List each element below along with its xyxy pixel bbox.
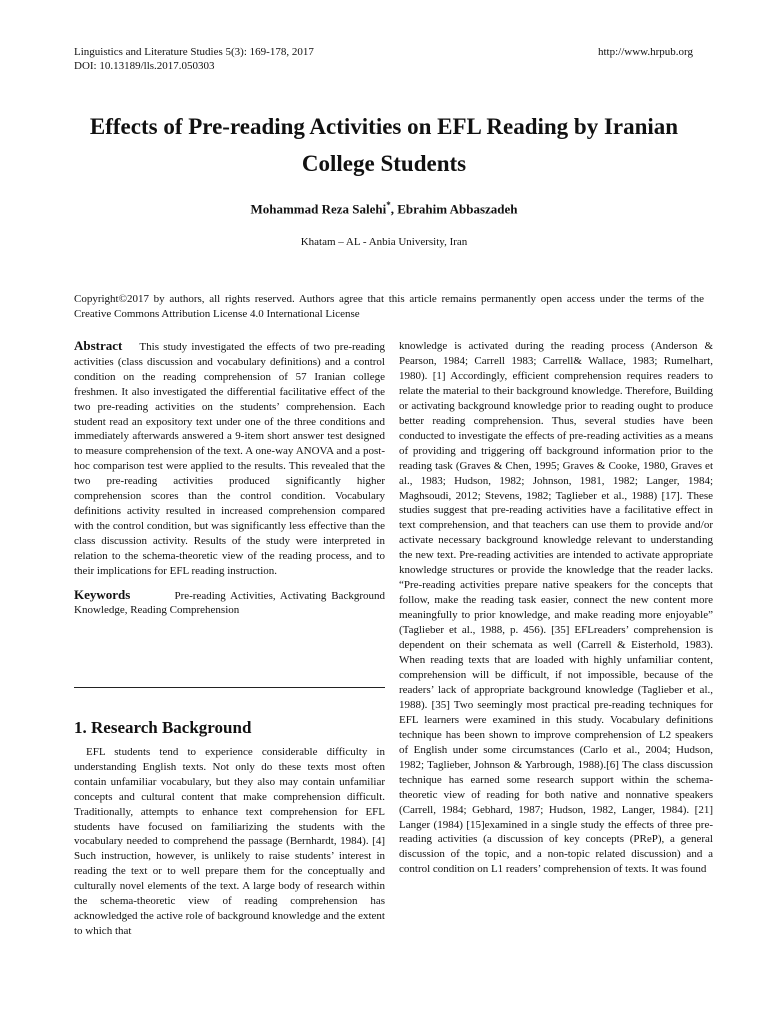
copyright-notice: Copyright©2017 by authors, all rights reserved. Authors agree that this article remains permanently open access under the terms of the Creative Commons Attribution License 4.0 International License [74, 293, 704, 320]
authors [60, 200, 708, 217]
left-column [74, 339, 385, 618]
abstract-divider [74, 687, 385, 688]
author-1: Mohammad Reza Salehi [250, 201, 387, 217]
journal-citation: Linguistics and Literature Studies 5(3): 169-178, 2017 [74, 46, 314, 58]
running-header [74, 45, 314, 73]
abstract-text: This study investigated the effects of two pre-reading activities (class discussion and vocabulary definitions) and a control condition on the reading comprehension of 57 Iranian college freshmen. It also investigated the differential facilitative effect of the two pre-reading activities on the students’ comprehension. Each student read an expository text under one of the three conditions and immediately afterwards answered a 9-item short answer test designed to measure comprehension of the text. A one-way ANOVA and a post-hoc comparison test were applied to the results. This revealed that the two pre-reading activities produced significantly higher comprehension scores than the control condition. Vocabulary definitions activity resulted in increased comprehension compared with the control condition, but was significantly less effective than the class discussion activity. Results of the study were interpreted in relation to the schema-theoretic view of the reading process, and to their implications for EFL reading instruction. [74, 341, 386, 577]
abstract [74, 339, 385, 579]
section-paragraph: EFL students tend to experience considerable difficulty in understanding English texts. Not only do these texts most often contain unfamiliar vocabulary, but they also may contain unfamiliar concepts and cultural content that make comprehension difficult. Traditionally, attempts to enhance text comprehension for EFL students have focused on familiarizing the students with the vocabulary needed to comprehend the passage (Bernhardt, 1984). [4] Such instruction, however, is unlikely to raise students’ interest in reading the text or to well prepare them for the conceptually and culturally novel elements of the text. A large body of research within the schema-theoretic view of reading comprehension has acknowledged the active role of background knowledge and the extent to which that [74, 746, 385, 937]
keywords [74, 588, 385, 619]
section-body [74, 745, 385, 939]
right-column [399, 339, 713, 877]
keywords-text: Pre-reading Activities, Activating Background Knowledge, Reading Comprehension [74, 589, 385, 617]
doi: DOI: 10.13189/lls.2017.050303 [74, 60, 215, 72]
author-2: , Ebrahim Abbaszadeh [390, 201, 518, 217]
keywords-label: Keywords [74, 586, 131, 602]
paper-title: Effects of Pre-reading Activities on EFL Reading by Iranian College Students [89, 114, 679, 176]
journal-url[interactable]: http://www.hrpub.org [597, 46, 693, 58]
corresponding-author-mark: * [386, 200, 391, 210]
abstract-label: Abstract [74, 338, 123, 353]
body-paragraph: knowledge is activated during the reading process (Anderson & Pearson, 1984; Carrell 1983; Carrell& Wallace, 1983; Rumelhart, 1980). [1] Accordingly, efficient comprehension requires readers to relate the material to their background knowledge. Therefore, Building or activating background knowledge prior to reading ought to produce better reading comprehension. Thus, several studies have been conducted to investigate the effects of pre-reading activities as a means of providing and triggering off background information prior to the reading task (Graves & Chen, 1995; Graves & Cooke, 1980, Graves et al., 1983; Hudson, 1982; Johnson, 1981, 1982; Langer, 1984; Maghsoudi, 2012; Stevens, 1982; Taglieber et al., 1988) [17]. These studies suggest that pre-reading activities have a facilitative effect in text comprehension, and that teachers can use them to provide and/or activate necessary background knowledge relevant to understanding the new text. Pre-reading activities are intended to activate appropriate knowledge structures or provide the knowledge that the reader lacks. “Pre-reading activities prepare native speakers for the concepts that follow, make the reading task easier, connect the new content more meaningfully to prior knowledge, and make reading more enjoyable” (Taglieber et al., 1988, p. 456). [35] EFLreaders’ comprehension is dependent on their schemata as well (Carrell & Eisterhold, 1983). When reading texts that are loaded with highly unfamiliar content, comprehension will be difficult, if not impossible, because of the readers’ lack of appropriate background knowledge (Taglieber et al., 1988). [35] Two seemingly most practical pre-reading techniques for EFL learners were examined in this study. Vocabulary definitions technique has been shown to improve comprehension of L2 speakers of English under some circumstances (Carlo et al., 2004; Hudson, 1982; Taglieber, Johnson & Yarbrough, 1988).[6] The class discussion technique has earned some research support within the schema-theoretic view of reading for both native and nonnative speakers (Carrell, 1984; Gebhard, 1987; Hudson, 1982, Langer, 1984). [21] Langer (1984) [15]examined in a single study the effects of three pre-reading activities (a discussion of key concepts (PReP), a general discussion of the topic, and a non-topic related discussion) and a control condition on L1 readers’ comprehension of texts. It was found [399, 340, 713, 876]
affiliation: Khatam – AL - Anbia University, Iran [300, 236, 468, 248]
section-heading: 1. Research Background [74, 718, 252, 737]
